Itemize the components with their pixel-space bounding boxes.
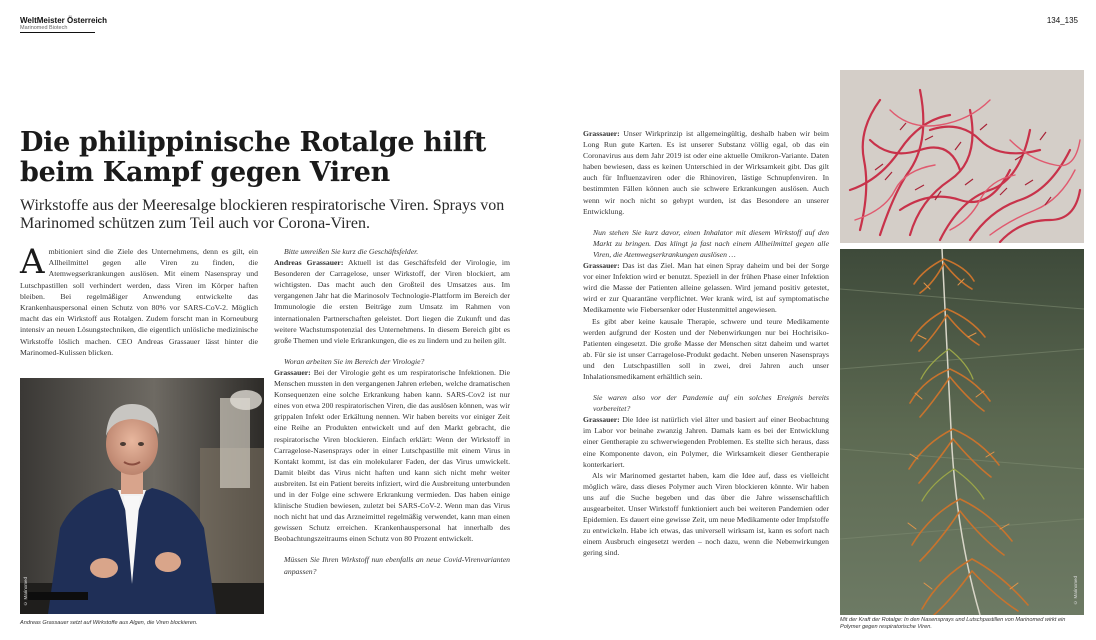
interview-column-3 [583,128,829,564]
header-rule [20,32,95,33]
question: Müssen Sie Ihren Wirkstoff nun ebenfalls an neue Covid-Virenvarianten anpassen? [284,555,510,576]
algae-rope-illustration [840,249,1084,615]
portrait-photo [20,378,264,614]
answer-text: Die Idee ist natürlich viel älter und basiert auf einer Beobachtung im Labor vor beinahe zwanzig Jahren. Damals kam es bei der Entwicklung einer Gentherapie zu schwerwiegenden Problemen. Es stellte sich heraus, dass eine Komponente davon, ein Polymer, die Wirksamkeit dieser Gentherapie konterkariert. [583,415,829,469]
portrait-illustration [20,378,264,614]
answer [583,260,829,315]
answer-continued: Es gibt aber keine kausale Therapie, schwere und teure Medikamente werden aufgrund der Kosten und der Nebenwirkungen nur bei Hochrisiko-Patienten eingesetzt. Die große Masse der Menschen sitzt daheim und wartet ab. Für sie ist unser Carragelose-Produkt gedacht. Neben unseren Nasensprays und den Lutschpastillen soll in zwei, drei Jahren auch unser Inhalationsmedikament erhältlich sein. [583,316,829,381]
speaker: Andreas Grassauer: [274,258,344,268]
photo-credit-right: © Marinomed [1073,576,1078,605]
question: Bitte umreißen Sie kurz die Geschäftsfelder. [284,247,419,256]
speaker: Grassauer: [583,415,620,425]
question: Sie waren also vor der Pandemie auf ein solches Ereignis bereits vorbereitet? [593,393,829,414]
section-subtitle: Marinomed Biotech [20,25,68,31]
magazine-section-title: WeltMeister Österreich [20,16,107,25]
photo-credit-left: © Marinomed [23,577,28,606]
speaker: Grassauer: [583,129,620,138]
answer-text: Aktuell ist das Geschäftsfeld der Virologie, im Besonderen der Carragelose, unser Wirkstoff, der Viren blockiert, am wichtigsten. Das macht auch den Großteil des Umsatzes aus. Im vergangenen Jahr hat die Marinosolv Technologie-Plattform im Bereich der Immunologie die ersten Beiträge zum Umsatz im Rahmen von internationalen Partnerschaften geleistet. Dort liegen die Zukunft und das weitere Wachstumspotenzial des Unternehmens. In diesem Bereich gibt es große Themen und viele Erkrankungen, die es zu lindern und zu heilen gilt. [274,258,510,345]
answer [583,414,829,469]
page-numbers: 134_135 [1046,16,1078,25]
article-headline: Die philippinische Rotalge hilft beim Kampf gegen Viren [20,127,487,188]
question: Woran arbeiten Sie im Bereich der Virologie? [284,356,425,366]
algae-cultivation-photo [840,249,1084,615]
article-intro [20,242,258,358]
answer-text: Das ist das Ziel. Man hat einen Spray daheim und bei der Sorge vor einer Infektion wird er benutzt. Speziell in der frühen Phase einer Infektion wird die Masse der Patienten alleine gelassen. Wird jemand positiv getestet, wird er zur Quarantäne verpflichtet. Wer krank wird, ist auf symptomatische Medikamente wie Fiebersenker oder Hustenmittel angewiesen. [583,261,829,315]
answer [274,367,510,545]
answer-text: Unser Wirkprinzip ist allgemeingültig, deshalb haben wir beim Long Run gute Karten. Es ist unserer Substanz völlig egal, ob das ein Coronavirus aus dem Jahr 2019 ist oder eine aktuelle Omikron-Variante. Daten haben bewiesen, dass es keinen Unterschied in der Wirksamkeit gibt. Das gilt auch für Influenzaviren oder die Rhinoviren, lästige Schnupfenviren. In bestimmten Fällen können auch sie schwere Erkrankungen auslösen. Auch wenn wir noch nicht so gehypt wurden, ist das Besondere an unserer Entwicklung. [583,129,829,216]
answer [583,128,829,217]
interview-column-2 [274,246,510,583]
algae-caption: Mit der Kraft der Rotalge: In den Nasensprays und Lutschpastillen von Marinomed wirkt ein Polymer gegen respiratorische Viren. [840,617,1066,630]
answer-continued: Als wir Marinomed gestartet haben, kam die Idee auf, dass es vielleicht möglich wäre, dass dieses Polymer auch Viren blockieren könnte. Wir haben uns auf die Suche begeben und das über die Jahre wissenschaftlich ausgearbeitet. Unser Wirkstoff funktioniert auch bei weiteren Pandemien oder Epidemien. Es dauert eine gewisse Zeit, um neue Medikamente oder Impfstoffe zu entwickeln. Habe ich etwas, das universell wirksam ist, kann es sofort nach einem Ausbruch eingesetzt werden – noch dazu, wenn die Nebenwirkungen gering sind. [583,470,829,558]
article-subheadline: Wirkstoffe aus der Meeresalge blockieren respiratorische Viren. Sprays von Marinomed schützen zum Teil auch vor Corona-Viren. [20,197,505,232]
drop-cap: A [20,242,45,282]
answer [274,257,510,346]
portrait-caption: Andreas Grassauer setzt auf Wirkstoffe aus Algen, die Viren blockieren. [20,620,198,626]
speaker: Grassauer: [583,261,620,271]
red-algae-illustration [840,70,1084,243]
question: Nun stehen Sie kurz davor, einen Inhalator mit diesem Wirkstoff auf den Markt zu bringen. Das klingt ja fast nach einem Allheilmittel gegen alle Viren, die Atemwegserkrankungen auslösen … [593,227,829,259]
speaker: Grassauer: [274,367,311,377]
intro-text: mbitioniert sind die Ziele des Unternehmens, denn es gilt, ein Allheilmittel gegen alle Viren zu finden, die Atemwegserkrankungen auslösen. Mit einem Nasenspray und Lutschpastillen soll verhindert werden, dass Viren im Körper haften bleiben. Bei regelmäßiger Anwendung entwickelte das Krankenhauspersonal einen Schutz von 80% vor SARS-CoV-2. Möglich macht das ein Wirkstoff aus Rotalgen. Zudem forscht man in Korneuburg intensiv an neuen Lösungstechniken, die eigentlich unlösliche medizinische Wirkstoffe löslich machen. CEO Andreas Grassauer lässt hinter die Marinomed-Kulissen blicken. [20,247,258,357]
answer-text: Bei der Virologie geht es um respiratorische Infektionen. Die Menschen mussten in den vergangenen Jahren erleben, welche dramatischen Konsequenzen eine solche Erkrankung haben kann. SARS-Cov2 ist nur eines von etwa 200 respiratorischen Viren, die das auslösen können, was wir grippalen Infekt oder Erkältung nennen. Wir haben bereits vor einiger Zeit eine Reihe an Produkten entwickelt und auf den Markt gebracht, die respiratorische Viren blockieren. Einfach erklärt: Wenn der Wirkstoff in Carragelose-Nasensprays oder in einer Lutschpastille mit einem Virus in Kontakt kommt, ist das ein molekularer Faden, der das Virus umwickelt. Damit bleibt das Virus nicht haften und kann sich nicht mehr weiter ausbreiten. Ist ein Patient bereits infiziert, wird die Ausbreitung unterbunden und in der Folge eine schwere Erkrankung vermieden. Das haben einige klinische Studien bewiesen, zuletzt bei SARS-CoV-2. Wenn man das Virus noch nicht hat und das Arzneimittel regelmäßig verwendet, kann man einen gewissen Schutz erreichen. Krankenhauspersonal hat innerhalb des Beobachtungszeitraums einen Schutz von 80 Prozent entwickelt. [274,367,510,544]
red-algae-photo [840,70,1084,243]
